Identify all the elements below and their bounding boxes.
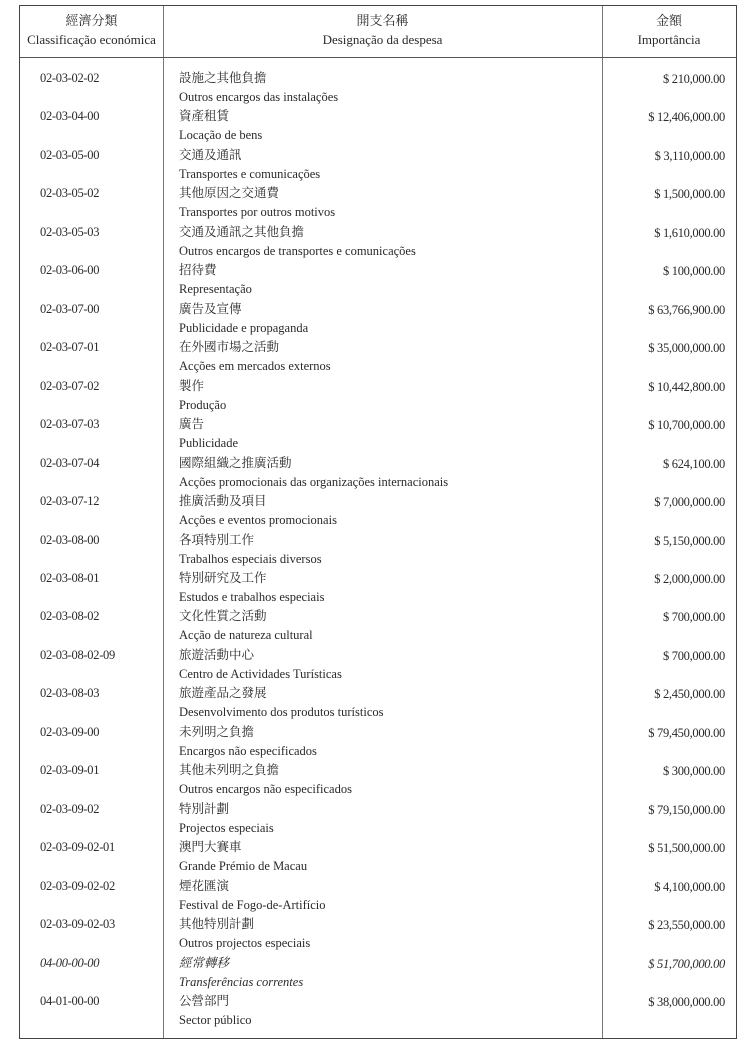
row-name-pt: Locação de bens bbox=[179, 128, 263, 143]
row-name-pt: Representação bbox=[179, 282, 252, 297]
row-code: 02-03-04-00 bbox=[40, 109, 100, 124]
row-amount: $ 624,100.00 bbox=[662, 456, 725, 471]
row-name-zh: 公營部門 bbox=[179, 994, 230, 1009]
row-code: 02-03-09-02-03 bbox=[40, 917, 115, 932]
row-amount: $ 100,000.00 bbox=[662, 264, 725, 279]
row-amount: $ 79,450,000.00 bbox=[648, 725, 725, 740]
header-classification-zh: 經濟分類 bbox=[65, 13, 118, 28]
table-row bbox=[20, 915, 736, 953]
row-name-zh: 經常轉移 bbox=[179, 955, 230, 970]
row-name-pt: Centro de Actividades Turísticas bbox=[179, 666, 342, 681]
header-amount-pt: Importância bbox=[637, 32, 701, 47]
table-row bbox=[20, 877, 736, 915]
header-amount bbox=[602, 11, 736, 49]
row-code: 02-03-05-03 bbox=[40, 224, 100, 239]
row-name-zh: 旅遊活動中心 bbox=[179, 647, 255, 662]
row-name-pt: Outros encargos das instalações bbox=[179, 90, 339, 104]
row-code: 02-03-09-02-01 bbox=[40, 840, 115, 855]
row-name-pt: Sector público bbox=[179, 1013, 252, 1028]
table-row bbox=[20, 992, 736, 1030]
expense-table bbox=[19, 5, 737, 1039]
header-designation-zh: 開支名稱 bbox=[356, 13, 409, 28]
row-name-pt: Encargos não especificados bbox=[179, 743, 317, 758]
row-amount: $ 300,000.00 bbox=[662, 764, 725, 779]
row-amount: $ 1,500,000.00 bbox=[654, 187, 725, 202]
table-row bbox=[20, 607, 736, 645]
row-code: 02-03-07-02 bbox=[40, 378, 100, 393]
row-name-zh: 其他原因之交通費 bbox=[179, 186, 280, 201]
row-code: 02-03-07-01 bbox=[40, 340, 100, 355]
row-name-pt: Outros encargos de transportes e comunicações bbox=[179, 243, 416, 258]
table-row bbox=[20, 146, 736, 184]
row-name-zh: 廣告及宣傳 bbox=[179, 301, 242, 316]
row-code: 02-03-08-01 bbox=[40, 570, 100, 585]
table-row bbox=[20, 338, 736, 376]
row-amount: $ 23,550,000.00 bbox=[648, 918, 725, 933]
row-name-pt: Publicidade e propaganda bbox=[179, 320, 309, 335]
row-code: 02-03-07-12 bbox=[40, 494, 100, 509]
table-header bbox=[20, 6, 736, 58]
row-name-zh: 特別計劃 bbox=[179, 801, 230, 816]
row-amount: $ 1,610,000.00 bbox=[654, 225, 725, 240]
table-row bbox=[20, 492, 736, 530]
header-classification-pt: Classificação económica bbox=[27, 32, 156, 47]
row-name-pt: Festival de Fogo-de-Artifício bbox=[179, 897, 326, 912]
row-amount: $ 12,406,000.00 bbox=[648, 110, 725, 125]
row-name-zh: 特別研究及工作 bbox=[179, 570, 267, 585]
row-name-pt: Acções promocionais das organizações internacionais bbox=[179, 474, 449, 489]
row-name-pt: Projectos especiais bbox=[179, 820, 274, 835]
row-name-zh: 招待費 bbox=[179, 263, 217, 278]
row-amount: $ 2,000,000.00 bbox=[654, 571, 725, 586]
row-name-pt: Trabalhos especiais diversos bbox=[179, 551, 322, 566]
row-code: 02-03-09-02-02 bbox=[40, 878, 115, 893]
table-row bbox=[20, 761, 736, 799]
row-name-pt: Estudos e trabalhos especiais bbox=[179, 589, 325, 604]
table-row bbox=[20, 569, 736, 607]
table-row bbox=[20, 531, 736, 569]
row-code: 02-03-08-02 bbox=[40, 609, 100, 624]
row-amount: $ 10,442,800.00 bbox=[648, 379, 725, 394]
row-name-zh: 未列明之負擔 bbox=[179, 724, 255, 739]
row-name-zh: 各項特別工作 bbox=[179, 532, 255, 547]
row-code: 02-03-08-03 bbox=[40, 686, 100, 701]
row-amount: $ 700,000.00 bbox=[662, 648, 725, 663]
table-row bbox=[20, 800, 736, 838]
table-row bbox=[20, 454, 736, 492]
row-code: 02-03-02-02 bbox=[40, 71, 100, 85]
row-name-zh: 煙花匯演 bbox=[179, 878, 230, 893]
row-code: 02-03-07-03 bbox=[40, 417, 100, 432]
row-code: 02-03-05-00 bbox=[40, 147, 100, 162]
table-row bbox=[20, 377, 736, 415]
row-name-zh: 文化性質之活動 bbox=[179, 609, 267, 624]
row-name-zh: 在外國市場之活動 bbox=[179, 340, 280, 355]
row-amount: $ 7,000,000.00 bbox=[654, 495, 725, 510]
row-name-zh: 旅遊產品之發展 bbox=[179, 686, 267, 701]
row-name-pt: Acção de natureza cultural bbox=[179, 628, 313, 643]
row-code: 02-03-08-00 bbox=[40, 532, 100, 547]
row-amount: $ 35,000,000.00 bbox=[648, 341, 725, 356]
row-code: 04-00-00-00 bbox=[40, 955, 100, 970]
row-code: 04-01-00-00 bbox=[40, 994, 100, 1009]
row-amount: $ 210,000.00 bbox=[662, 72, 725, 86]
row-name-pt: Outros encargos não especificados bbox=[179, 782, 352, 797]
row-amount: $ 51,700,000.00 bbox=[648, 956, 725, 971]
row-name-pt: Acções e eventos promocionais bbox=[179, 513, 337, 528]
row-name-zh: 設施之其他負擔 bbox=[179, 71, 267, 85]
row-code: 02-03-09-00 bbox=[40, 724, 100, 739]
table-row bbox=[20, 107, 736, 145]
table-row bbox=[20, 300, 736, 338]
table-row bbox=[20, 646, 736, 684]
header-classification bbox=[20, 11, 163, 49]
row-code: 02-03-06-00 bbox=[40, 263, 100, 278]
row-code: 02-03-09-02 bbox=[40, 801, 100, 816]
row-name-pt: Produção bbox=[179, 397, 227, 412]
row-name-zh: 其他特別計劃 bbox=[179, 917, 255, 932]
row-code: 02-03-09-01 bbox=[40, 763, 100, 778]
row-code: 02-03-07-04 bbox=[40, 455, 100, 470]
row-name-zh: 交通及通訊 bbox=[179, 147, 242, 162]
row-name-zh: 澳門大賽車 bbox=[179, 840, 242, 855]
row-amount: $ 3,110,000.00 bbox=[654, 148, 725, 163]
row-name-zh: 資產租賃 bbox=[179, 109, 230, 124]
row-code: 02-03-07-00 bbox=[40, 301, 100, 316]
row-name-zh: 國際組織之推廣活動 bbox=[179, 455, 292, 470]
row-name-zh: 製作 bbox=[179, 378, 205, 393]
row-amount: $ 10,700,000.00 bbox=[648, 418, 725, 433]
row-amount: $ 63,766,900.00 bbox=[648, 302, 725, 317]
row-amount: $ 51,500,000.00 bbox=[648, 841, 725, 856]
table-row bbox=[20, 261, 736, 299]
row-name-pt: Transferências correntes bbox=[179, 974, 304, 989]
row-name-zh: 廣告 bbox=[179, 417, 205, 432]
table-row bbox=[20, 184, 736, 222]
row-name-zh: 交通及通訊之其他負擔 bbox=[179, 224, 305, 239]
table-row bbox=[20, 838, 736, 876]
row-code: 02-03-05-02 bbox=[40, 186, 100, 201]
row-name-zh: 推廣活動及項目 bbox=[179, 494, 267, 509]
row-amount: $ 4,100,000.00 bbox=[654, 879, 725, 894]
row-name-pt: Acções em mercados externos bbox=[179, 359, 331, 374]
row-amount: $ 2,450,000.00 bbox=[654, 687, 725, 702]
row-name-pt: Transportes e comunicações bbox=[179, 166, 321, 181]
row-name-zh: 其他未列明之負擔 bbox=[179, 763, 280, 778]
row-amount: $ 38,000,000.00 bbox=[648, 995, 725, 1010]
row-name-pt: Grande Prémio de Macau bbox=[179, 859, 308, 874]
table-row bbox=[20, 415, 736, 453]
row-name-pt: Outros projectos especiais bbox=[179, 936, 311, 951]
table-row bbox=[20, 223, 736, 261]
row-name-pt: Publicidade bbox=[179, 436, 239, 451]
table-row bbox=[20, 69, 736, 107]
table-row bbox=[20, 954, 736, 992]
header-designation bbox=[163, 11, 602, 49]
header-designation-pt: Designação da despesa bbox=[322, 32, 443, 47]
row-amount: $ 5,150,000.00 bbox=[654, 533, 725, 548]
table-row bbox=[20, 723, 736, 761]
row-name-pt: Transportes por outros motivos bbox=[179, 205, 336, 220]
row-name-pt: Desenvolvimento dos produtos turísticos bbox=[179, 705, 384, 720]
row-amount: $ 700,000.00 bbox=[662, 610, 725, 625]
row-code: 02-03-08-02-09 bbox=[40, 647, 115, 662]
row-amount: $ 79,150,000.00 bbox=[648, 802, 725, 817]
header-amount-zh: 金額 bbox=[655, 13, 682, 28]
table-row bbox=[20, 684, 736, 722]
